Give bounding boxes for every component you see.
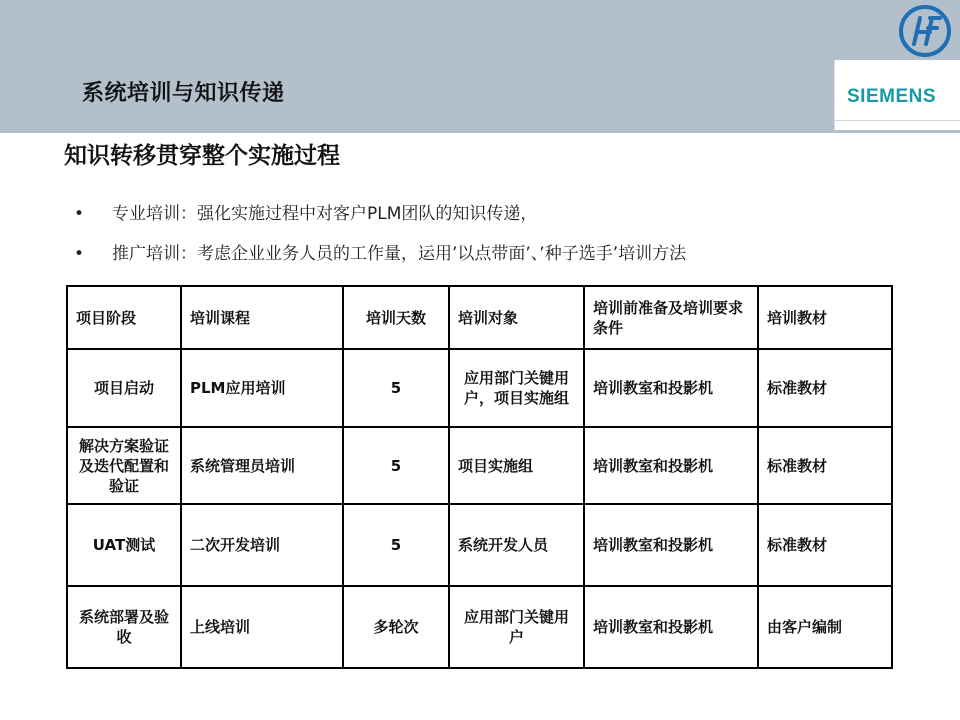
table-cell: 解决方案验证及迭代配置和验证 [67, 427, 181, 504]
table-cell: 培训教室和投影机 [584, 349, 758, 427]
header-band [0, 0, 960, 133]
section-subtitle: 知识转移贯穿整个实施过程 [64, 143, 340, 169]
table-cell: 系统管理员培训 [181, 427, 343, 504]
bullet-item [74, 239, 686, 264]
table-cell: 多轮次 [343, 586, 449, 668]
header-cell: 培训天数 [343, 286, 449, 349]
table-row [67, 586, 892, 668]
table-cell: UAT测试 [67, 504, 181, 586]
table-cell: 标准教材 [758, 504, 892, 586]
header-cell: 项目阶段 [67, 286, 181, 349]
table-row [67, 504, 892, 586]
header-cell: 培训课程 [181, 286, 343, 349]
table-row [67, 349, 892, 427]
table-cell: 5 [343, 504, 449, 586]
table-cell: 标准教材 [758, 349, 892, 427]
table-cell: 培训教室和投影机 [584, 427, 758, 504]
bullet-item [74, 199, 537, 224]
table-cell: 项目启动 [67, 349, 181, 427]
table-cell: 项目实施组 [449, 427, 584, 504]
header-cell: 培训教材 [758, 286, 892, 349]
table-cell: 5 [343, 349, 449, 427]
table-cell: 上线培训 [181, 586, 343, 668]
table-cell: PLM应用培训 [181, 349, 343, 427]
table-cell: 系统开发人员 [449, 504, 584, 586]
header-cell: 培训对象 [449, 286, 584, 349]
bullet-text: 推广培训：考虑企业业务人员的工作量，运用’以点带面’、’种子选手’培训方法 [112, 244, 687, 264]
table-cell: 二次开发培训 [181, 504, 343, 586]
bullet-icon: • [74, 204, 85, 224]
table-row [67, 427, 892, 504]
siemens-logo [834, 60, 960, 130]
table-cell: 应用部门关键用户 [449, 586, 584, 668]
hf-logo-icon [896, 4, 954, 58]
logo-divider [835, 120, 960, 121]
page-title: 系统培训与知识传递 [82, 81, 285, 106]
table-cell: 系统部署及验收 [67, 586, 181, 668]
table-header-row [67, 286, 892, 349]
bullet-icon: • [74, 244, 85, 264]
table-cell: 培训教室和投影机 [584, 586, 758, 668]
table-cell: 标准教材 [758, 427, 892, 504]
table-cell: 5 [343, 427, 449, 504]
table-cell: 由客户编制 [758, 586, 892, 668]
table-cell: 应用部门关键用户，项目实施组 [449, 349, 584, 427]
training-table [66, 285, 893, 669]
bullet-text: 专业培训：强化实施过程中对客户PLM团队的知识传递， [112, 204, 538, 224]
header-cell: 培训前准备及培训要求条件 [584, 286, 758, 349]
siemens-logo-text: SIEMENS [847, 86, 937, 107]
table-cell: 培训教室和投影机 [584, 504, 758, 586]
